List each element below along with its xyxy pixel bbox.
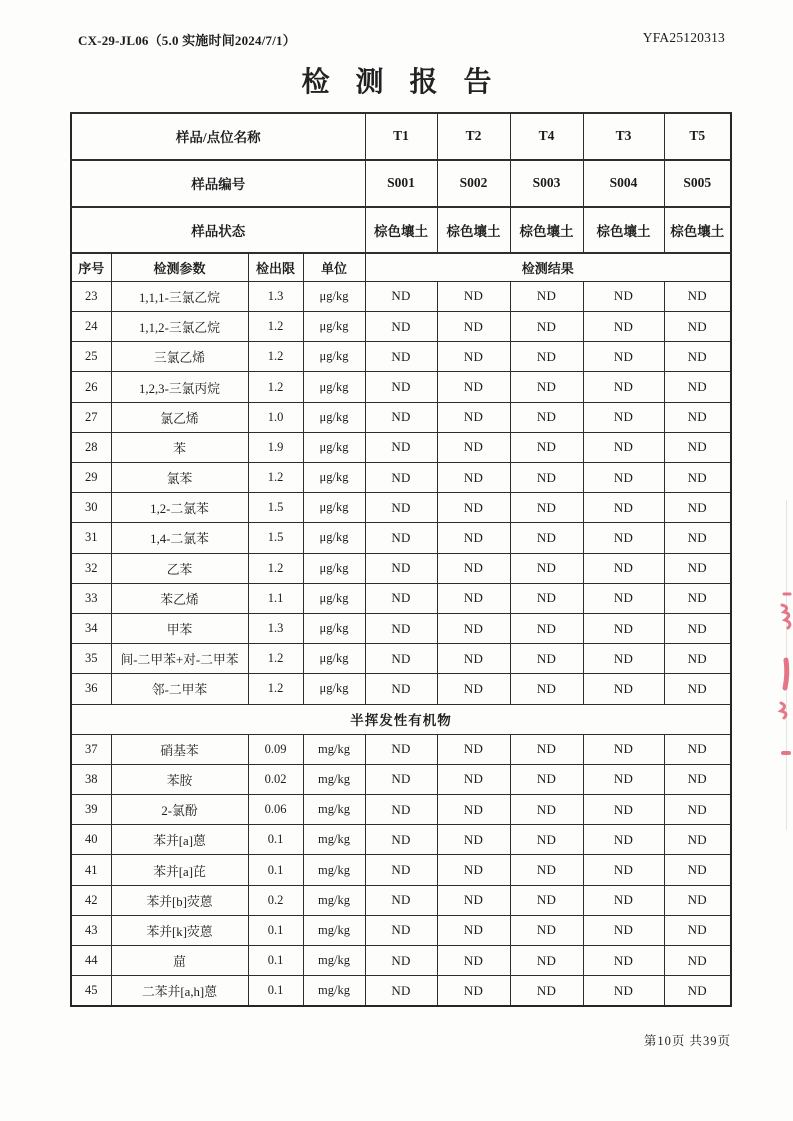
unit-label: μg/kg [303,644,365,674]
unit-label: μg/kg [303,553,365,583]
sample-info-value: T3 [583,113,664,160]
unit-label: mg/kg [303,825,365,855]
param-name: 间-二甲苯+对-二甲苯 [111,644,248,674]
param-name: 硝基苯 [111,734,248,764]
unit-label: mg/kg [303,976,365,1007]
sample-info-value: 棕色壤土 [437,207,510,254]
result-value: ND [510,855,583,885]
param-name: 氯乙烯 [111,402,248,432]
result-value: ND [437,915,510,945]
result-value: ND [510,915,583,945]
result-value: ND [583,764,664,794]
result-value: ND [583,885,664,915]
result-value: ND [437,523,510,553]
table-row [71,281,731,311]
param-name: 1,1,1-三氯乙烷 [111,281,248,311]
row-no: 25 [71,342,111,372]
detection-limit: 1.2 [248,644,303,674]
unit-label: μg/kg [303,402,365,432]
row-no: 29 [71,463,111,493]
row-no: 42 [71,885,111,915]
param-name: 2-氯酚 [111,795,248,825]
result-value: ND [583,463,664,493]
result-value: ND [664,523,731,553]
sample-info-value: 棕色壤土 [583,207,664,254]
unit-label: μg/kg [303,463,365,493]
result-value: ND [664,674,731,704]
sample-info-row [71,207,731,254]
result-value: ND [664,402,731,432]
row-no: 30 [71,493,111,523]
row-no: 34 [71,613,111,643]
result-value: ND [510,885,583,915]
result-value: ND [510,583,583,613]
row-no: 33 [71,583,111,613]
result-value: ND [437,312,510,342]
param-name: 二苯并[a,h]蒽 [111,976,248,1007]
unit-label: μg/kg [303,613,365,643]
result-value: ND [365,523,437,553]
sample-info-value: T5 [664,113,731,160]
result-value: ND [437,734,510,764]
table-row [71,795,731,825]
result-value: ND [437,432,510,462]
result-value: ND [583,915,664,945]
result-value: ND [510,734,583,764]
row-no: 45 [71,976,111,1007]
doc-code: CX-29-JL06（5.0 实施时间2024/7/1） [78,33,296,48]
scan-fold-line [786,500,787,830]
row-no: 27 [71,402,111,432]
param-name: 苯并[b]荧蒽 [111,885,248,915]
param-name: 苯 [111,432,248,462]
result-value: ND [510,523,583,553]
table-row [71,613,731,643]
param-name: 1,2,3-三氯丙烷 [111,372,248,402]
sample-info-row [71,160,731,207]
result-value: ND [583,372,664,402]
param-name: 苯并[a]芘 [111,855,248,885]
param-name: 邻-二甲苯 [111,674,248,704]
table-row [71,644,731,674]
result-value: ND [664,342,731,372]
result-value: ND [365,825,437,855]
table-row [71,915,731,945]
result-value: ND [583,674,664,704]
result-value: ND [583,312,664,342]
detection-limit: 1.9 [248,432,303,462]
param-name: 三氯乙烯 [111,342,248,372]
page-footer: 第10页 共39页 [643,1034,731,1048]
sample-info-value: 棕色壤土 [664,207,731,254]
result-value: ND [664,583,731,613]
result-value: ND [437,644,510,674]
param-name: 甲苯 [111,613,248,643]
result-value: ND [365,312,437,342]
param-name: 䓛 [111,946,248,976]
result-value: ND [583,976,664,1007]
result-value: ND [510,463,583,493]
result-value: ND [510,372,583,402]
row-no: 26 [71,372,111,402]
sample-info-label: 样品/点位名称 [71,113,365,160]
detection-limit: 0.2 [248,885,303,915]
result-value: ND [437,493,510,523]
result-value: ND [437,674,510,704]
param-name: 苯乙烯 [111,583,248,613]
result-value: ND [365,915,437,945]
result-value: ND [365,372,437,402]
unit-label: μg/kg [303,674,365,704]
detection-limit: 0.1 [248,915,303,945]
table-row [71,855,731,885]
result-value: ND [437,885,510,915]
param-name: 1,4-二氯苯 [111,523,248,553]
result-value: ND [664,463,731,493]
result-value: ND [365,402,437,432]
result-value: ND [365,342,437,372]
sample-info-value: 棕色壤土 [365,207,437,254]
unit-label: μg/kg [303,281,365,311]
unit-label: mg/kg [303,855,365,885]
detection-limit: 0.1 [248,825,303,855]
table-row [71,825,731,855]
result-value: ND [365,281,437,311]
unit-label: μg/kg [303,493,365,523]
sample-info-value: S005 [664,160,731,207]
param-name: 苯胺 [111,764,248,794]
result-value: ND [510,946,583,976]
result-value: ND [437,613,510,643]
report-number: YFA25120313 [642,30,725,45]
table-row [71,342,731,372]
header-limit: 检出限 [248,253,303,281]
result-value: ND [664,946,731,976]
table-row [71,402,731,432]
result-value: ND [583,523,664,553]
detection-limit: 1.5 [248,523,303,553]
table-row [71,976,731,1007]
result-value: ND [664,795,731,825]
unit-label: mg/kg [303,946,365,976]
unit-label: mg/kg [303,764,365,794]
section-header: 半挥发性有机物 [71,704,731,734]
result-value: ND [365,946,437,976]
table-row [71,463,731,493]
detection-limit: 0.1 [248,976,303,1007]
header-result: 检测结果 [365,253,731,281]
result-value: ND [510,553,583,583]
result-value: ND [583,281,664,311]
param-name: 1,1,2-三氯乙烷 [111,312,248,342]
result-value: ND [664,372,731,402]
table-row [71,674,731,704]
result-value: ND [664,915,731,945]
sample-info-value: 棕色壤土 [510,207,583,254]
result-value: ND [510,764,583,794]
result-value: ND [437,855,510,885]
result-value: ND [510,644,583,674]
result-value: ND [664,432,731,462]
table-row [71,523,731,553]
unit-label: μg/kg [303,583,365,613]
table-row [71,946,731,976]
result-value: ND [437,764,510,794]
result-value: ND [437,463,510,493]
param-name: 氯苯 [111,463,248,493]
detection-limit: 1.2 [248,463,303,493]
sample-info-value: S002 [437,160,510,207]
result-value: ND [583,734,664,764]
section-row [71,704,731,734]
result-value: ND [437,946,510,976]
result-value: ND [365,553,437,583]
result-value: ND [437,342,510,372]
detection-limit: 1.2 [248,312,303,342]
result-value: ND [510,342,583,372]
row-no: 32 [71,553,111,583]
result-value: ND [510,281,583,311]
detection-limit: 1.2 [248,342,303,372]
detection-limit: 0.06 [248,795,303,825]
result-value: ND [510,825,583,855]
detection-limit: 0.1 [248,855,303,885]
row-no: 35 [71,644,111,674]
detection-limit: 1.3 [248,613,303,643]
result-value: ND [365,644,437,674]
table-row [71,583,731,613]
row-no: 24 [71,312,111,342]
results-header-row [71,253,731,281]
param-name: 苯并[a]蒽 [111,825,248,855]
result-value: ND [365,493,437,523]
result-value: ND [664,312,731,342]
result-value: ND [664,493,731,523]
table-row [71,372,731,402]
result-value: ND [437,795,510,825]
result-value: ND [583,613,664,643]
result-value: ND [437,281,510,311]
result-value: ND [510,493,583,523]
result-value: ND [664,885,731,915]
results-table [70,112,732,1007]
unit-label: μg/kg [303,312,365,342]
param-name: 1,2-二氯苯 [111,493,248,523]
result-value: ND [510,976,583,1007]
unit-label: mg/kg [303,885,365,915]
result-value: ND [583,342,664,372]
unit-label: μg/kg [303,432,365,462]
row-no: 36 [71,674,111,704]
sample-info-value: S003 [510,160,583,207]
sample-info-row [71,113,731,160]
detection-limit: 1.1 [248,583,303,613]
result-value: ND [365,885,437,915]
detection-limit: 1.2 [248,553,303,583]
result-value: ND [583,825,664,855]
red-stamp-fragment-icon [767,583,793,765]
result-value: ND [583,855,664,885]
unit-label: mg/kg [303,795,365,825]
detection-limit: 0.1 [248,946,303,976]
row-no: 38 [71,764,111,794]
table-row [71,885,731,915]
result-value: ND [437,825,510,855]
result-value: ND [365,734,437,764]
result-value: ND [437,976,510,1007]
sample-info-value: S001 [365,160,437,207]
result-value: ND [365,463,437,493]
detection-limit: 0.02 [248,764,303,794]
unit-label: mg/kg [303,734,365,764]
unit-label: μg/kg [303,342,365,372]
result-value: ND [510,312,583,342]
result-value: ND [664,855,731,885]
result-value: ND [664,613,731,643]
result-value: ND [365,976,437,1007]
result-value: ND [664,281,731,311]
result-value: ND [365,432,437,462]
result-value: ND [510,613,583,643]
result-value: ND [510,795,583,825]
table-row [71,553,731,583]
result-value: ND [437,372,510,402]
header-no: 序号 [71,253,111,281]
param-name: 乙苯 [111,553,248,583]
result-value: ND [365,674,437,704]
result-value: ND [365,855,437,885]
result-value: ND [510,674,583,704]
result-value: ND [365,613,437,643]
result-value: ND [437,553,510,583]
row-no: 44 [71,946,111,976]
unit-label: mg/kg [303,915,365,945]
result-value: ND [664,764,731,794]
result-value: ND [664,734,731,764]
result-value: ND [583,402,664,432]
result-value: ND [437,402,510,432]
row-no: 41 [71,855,111,885]
result-value: ND [365,764,437,794]
result-value: ND [583,644,664,674]
param-name: 苯并[k]荧蒽 [111,915,248,945]
page-title: 检测报告 [301,67,518,98]
result-value: ND [664,644,731,674]
table-row [71,493,731,523]
detection-limit: 0.09 [248,734,303,764]
sample-info-value: T4 [510,113,583,160]
result-value: ND [583,795,664,825]
detection-limit: 1.2 [248,674,303,704]
result-value: ND [510,402,583,432]
detection-limit: 1.3 [248,281,303,311]
sample-info-label: 样品编号 [71,160,365,207]
row-no: 23 [71,281,111,311]
row-no: 40 [71,825,111,855]
result-value: ND [437,583,510,613]
result-value: ND [583,553,664,583]
result-value: ND [583,946,664,976]
sample-info-label: 样品状态 [71,207,365,254]
result-value: ND [583,432,664,462]
header-param: 检测参数 [111,253,248,281]
row-no: 28 [71,432,111,462]
unit-label: μg/kg [303,523,365,553]
sample-info-value: T2 [437,113,510,160]
row-no: 39 [71,795,111,825]
table-row [71,312,731,342]
header-unit: 单位 [303,253,365,281]
table-row [71,764,731,794]
detection-limit: 1.2 [248,372,303,402]
result-value: ND [664,976,731,1007]
result-value: ND [583,493,664,523]
detection-limit: 1.0 [248,402,303,432]
result-value: ND [365,583,437,613]
detection-limit: 1.5 [248,493,303,523]
table-row [71,734,731,764]
sample-info-value: S004 [583,160,664,207]
unit-label: μg/kg [303,372,365,402]
result-value: ND [583,583,664,613]
row-no: 37 [71,734,111,764]
result-value: ND [664,553,731,583]
result-value: ND [664,825,731,855]
row-no: 31 [71,523,111,553]
result-value: ND [510,432,583,462]
row-no: 43 [71,915,111,945]
document-header [78,30,725,49]
result-value: ND [365,795,437,825]
sample-info-value: T1 [365,113,437,160]
table-row [71,432,731,462]
